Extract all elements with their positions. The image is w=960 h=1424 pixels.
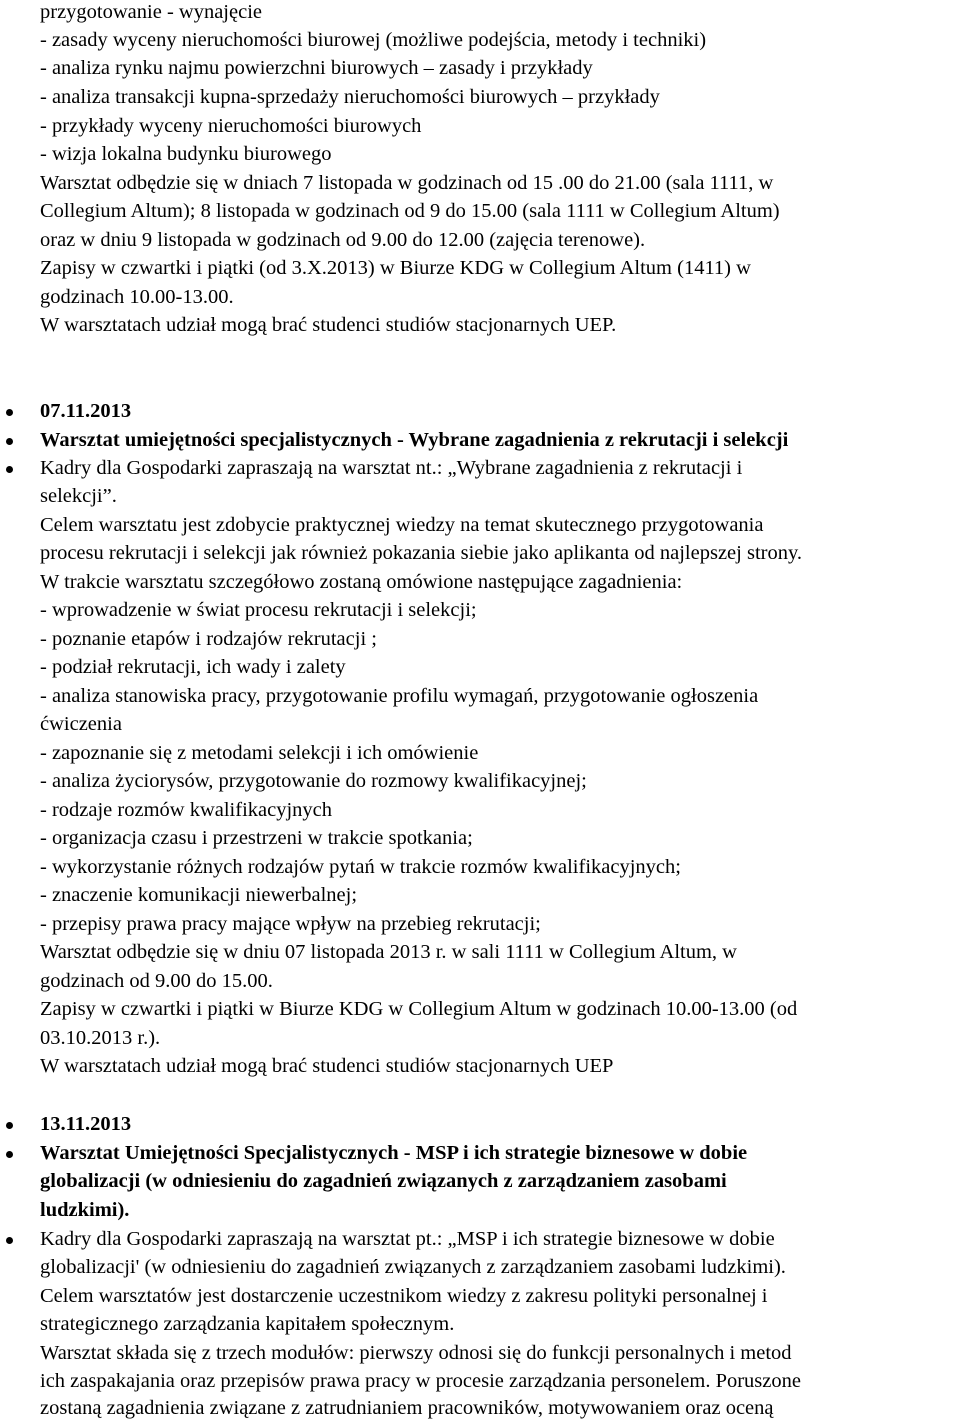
bullet-icon	[6, 1151, 13, 1158]
bullet-icon	[6, 1122, 13, 1129]
text-line: globalizacji' (w odniesieniu do zagadnień związanych z zarządzaniem zasobami ludzkimi).	[40, 1256, 786, 1278]
text-line: Celem warsztatów jest dostarczenie uczestnikom wiedzy z zakresu polityki personalnej i	[40, 1285, 768, 1307]
text-line: ćwiczenia	[40, 713, 122, 735]
text-line: - zapoznanie się z metodami selekcji i ich omówienie	[40, 742, 479, 764]
text-line: - zasady wyceny nieruchomości biurowej (możliwe podejścia, metody i techniki)	[40, 29, 707, 51]
text-line: Warsztat składa się z trzech modułów: pierwszy odnosi się do funkcji personalnych i metod	[40, 1342, 792, 1364]
text-line: Collegium Altum); 8 listopada w godzinach od 9 do 15.00 (sala 1111 w Collegium Altum)	[40, 200, 780, 222]
text-line: - analiza rynku najmu powierzchni biurowych – zasady i przykłady	[40, 57, 593, 79]
text-line: Kadry dla Gospodarki zapraszają na warsztat nt.: „Wybrane zagadnienia z rekrutacji i	[40, 457, 743, 479]
text-line: - wykorzystanie różnych rodzajów pytań w trakcie rozmów kwalifikacyjnych;	[40, 856, 681, 878]
text-line: W trakcie warsztatu szczegółowo zostaną omówione następujące zagadnienia:	[40, 571, 683, 593]
section-date: 07.11.2013	[40, 400, 132, 422]
text-line: 03.10.2013 r.).	[40, 1027, 161, 1049]
text-line: Warsztat odbędzie się w dniu 07 listopada 2013 r. w sali 1111 w Collegium Altum, w	[40, 941, 737, 963]
text-line: Celem warsztatu jest zdobycie praktycznej wiedzy na temat skutecznego przygotowania	[40, 514, 764, 536]
text-line: - analiza stanowiska pracy, przygotowanie profilu wymagań, przygotowanie ogłoszenia	[40, 685, 759, 707]
text-line: - organizacja czasu i przestrzeni w trakcie spotkania;	[40, 827, 473, 849]
text-line: selekcji”.	[40, 485, 117, 507]
text-line: - przepisy prawa pracy mające wpływ na przebieg rekrutacji;	[40, 913, 541, 935]
text-line: godzinach 10.00-13.00.	[40, 286, 234, 308]
text-line: W warsztatach udział mogą brać studenci studiów stacjonarnych UEP	[40, 1055, 614, 1077]
bullet-icon	[6, 466, 13, 473]
text-line: W warsztatach udział mogą brać studenci studiów stacjonarnych UEP.	[40, 314, 617, 336]
text-line: - przykłady wyceny nieruchomości biurowych	[40, 115, 422, 137]
text-line: ich zaspakajania oraz przepisów prawa pracy w procesie zarządzania personelem. Poruszone	[40, 1370, 801, 1392]
section-title: Warsztat umiejętności specjalistycznych - Wybrane zagadnienia z rekrutacji i selekcji	[40, 429, 789, 451]
section-title: globalizacji (w odniesieniu do zagadnień związanych z zarządzaniem zasobami	[40, 1170, 727, 1192]
text-line: godzinach od 9.00 do 15.00.	[40, 970, 273, 992]
section-title: Warsztat Umiejętności Specjalistycznych - MSP i ich strategie biznesowe w dobie	[40, 1142, 748, 1164]
text-line: przygotowanie - wynajęcie	[40, 1, 262, 23]
bullet-icon	[6, 438, 13, 445]
text-line: Kadry dla Gospodarki zapraszają na warsztat pt.: „MSP i ich strategie biznesowe w dobie	[40, 1228, 775, 1250]
text-line: - znaczenie komunikacji niewerbalnej;	[40, 884, 358, 906]
text-line: - wprowadzenie w świat procesu rekrutacji i selekcji;	[40, 599, 477, 621]
text-line: - poznanie etapów i rodzajów rekrutacji ;	[40, 628, 377, 650]
text-line: procesu rekrutacji i selekcji jak również pokazania siebie jako aplikanta od najlepszej strony.	[40, 542, 803, 564]
text-line: zostaną zagadnienia związane z zatrudnianiem pracowników, motywowaniem oraz oceną	[40, 1397, 774, 1419]
text-line: - analiza transakcji kupna-sprzedaży nieruchomości biurowych – przykłady	[40, 86, 660, 108]
text-line: - analiza życiorysów, przygotowanie do rozmowy kwalifikacyjnej;	[40, 770, 587, 792]
text-line: oraz w dniu 9 listopada w godzinach od 9.00 do 12.00 (zajęcia terenowe).	[40, 229, 646, 251]
section-title: ludzkimi).	[40, 1199, 130, 1221]
bullet-icon	[6, 1237, 13, 1244]
bullet-icon	[6, 409, 13, 416]
text-line: strategicznego zarządzania kapitałem społecznym.	[40, 1313, 455, 1335]
text-line: Warsztat odbędzie się w dniach 7 listopada w godzinach od 15 .00 do 21.00 (sala 1111, w	[40, 172, 774, 194]
text-line: Zapisy w czwartki i piątki w Biurze KDG w Collegium Altum w godzinach 10.00-13.00 (od	[40, 998, 798, 1020]
text-line: Zapisy w czwartki i piątki (od 3.X.2013) w Biurze KDG w Collegium Altum (1411) w	[40, 257, 751, 279]
text-line: - podział rekrutacji, ich wady i zalety	[40, 656, 346, 678]
section-date: 13.11.2013	[40, 1113, 132, 1135]
text-line: - rodzaje rozmów kwalifikacyjnych	[40, 799, 333, 821]
text-line: - wizja lokalna budynku biurowego	[40, 143, 332, 165]
